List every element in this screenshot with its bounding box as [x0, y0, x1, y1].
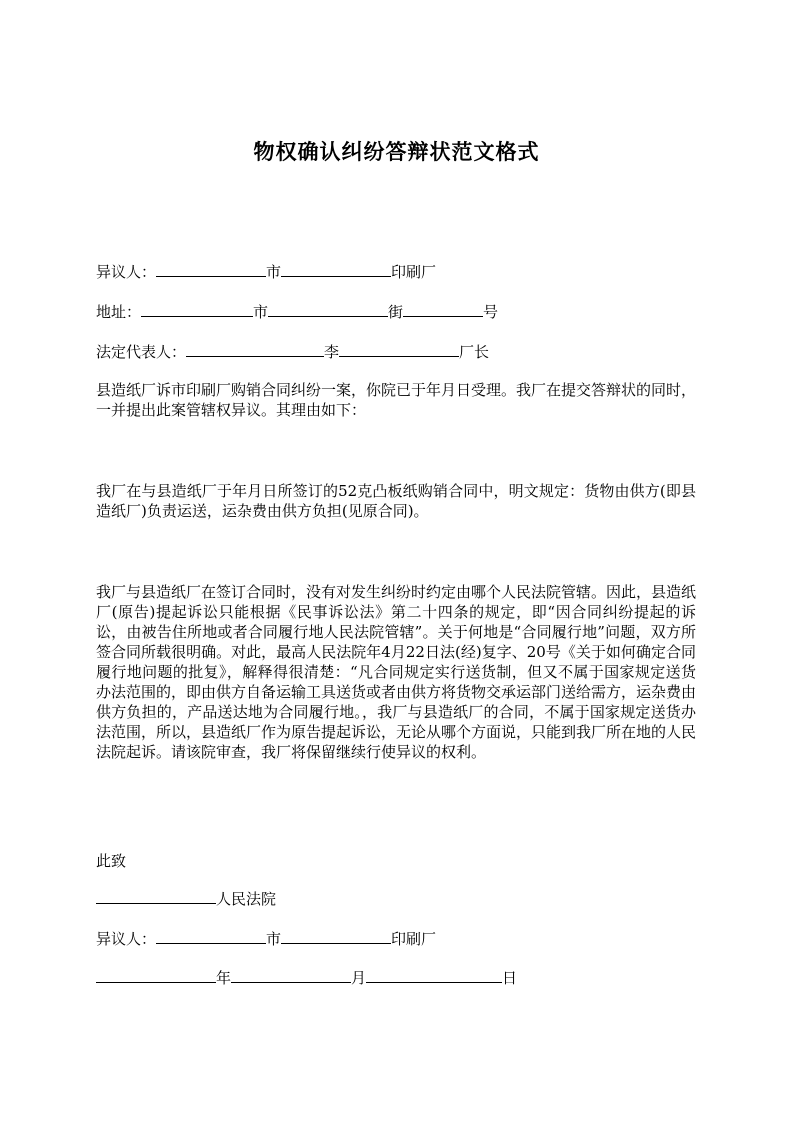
blank: [231, 968, 351, 983]
paragraph-2: 我厂在与县造纸厂于年月日所签订的52克凸板纸购销合同中，明文规定：货物由供方(即县造纸厂)负责运送，运杂费由供方负担(见原合同)。: [96, 482, 696, 520]
objector-line: 异议人： 市 印刷厂: [96, 263, 437, 281]
blank: [186, 342, 324, 357]
blank: [268, 302, 388, 317]
blank: [96, 889, 216, 904]
paragraph-3: 我厂与县造纸厂在签订合同时，没有对发生纠纷时约定由哪个人民法院管辖。因此，县造纸厂(原告)提起诉讼只能根据《民事诉讼法》第二十四条的规定，即“因合同纠纷提起的诉讼，由被告住所地或者合同履行地人民法院管辖”。关于何地是“合同履行地”问题，双方所签合同所载很明确。对此，最高人民法院年4月22日法(经)复字、20号《关于如何确定合同履行地问题的批复》，解释得很清楚：“凡合同规定实行送货制，但又不属于国家规定送货办法范围的，即由供方自备运输工具送货或者由供方将货物交承运部门送给需方，运杂费由供方负担的，产品送达地为合同履行地。，我厂与县造纸厂的合同，不属于国家规定送货办法范围，所以，县造纸厂作为原告提起诉讼，无论从哪个方面说，只能到我厂所在地的人民法院起诉。请该院审查，我厂将保留继续行使异议的权利。: [96, 583, 697, 761]
blank: [156, 929, 266, 944]
closing-objector-line: 异议人： 市 印刷厂: [96, 930, 437, 948]
blank: [156, 262, 266, 277]
blank: [96, 968, 216, 983]
objector-label: 异议人：: [96, 263, 157, 281]
paragraph-1: 县造纸厂诉市印刷厂购销合同纠纷一案，你院已于年月日受理。我厂在提交答辩状的同时，一并提出此案管辖权异议。其理由如下：: [96, 381, 697, 419]
legal-rep-line: 法定代表人： 李 厂长: [96, 343, 490, 361]
address-label: 地址：: [96, 303, 142, 321]
address-line: 地址： 市 街 号: [96, 303, 499, 321]
blank: [366, 968, 502, 983]
blank: [281, 262, 391, 277]
blank: [141, 302, 253, 317]
date-line: 年 月 日: [96, 968, 517, 988]
court-line: 人民法院: [96, 889, 276, 909]
salutation: 此致: [96, 852, 127, 870]
legal-rep-label: 法定代表人：: [96, 343, 187, 361]
blank: [281, 929, 391, 944]
document-title: 物权确认纠纷答辩状范文格式: [253, 140, 540, 164]
blank: [403, 302, 483, 317]
blank: [339, 342, 459, 357]
